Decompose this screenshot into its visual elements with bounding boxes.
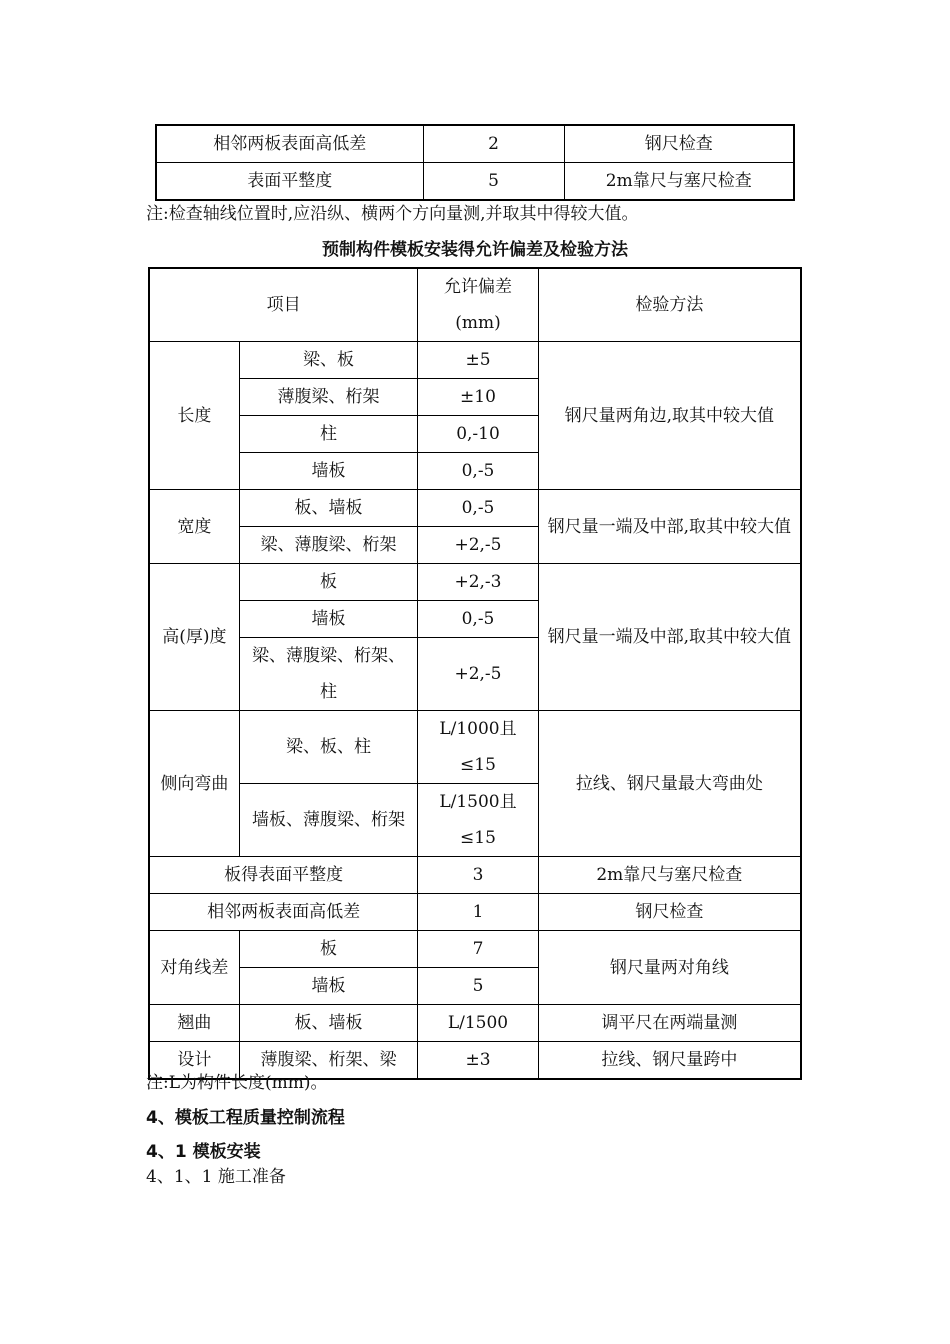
cell-item: 墙板: [239, 453, 418, 490]
cell-value: 5: [418, 968, 538, 1005]
cell-method: 调平尺在两端量测: [538, 1005, 801, 1042]
cell-item: 墙板、薄腹梁、桁架: [239, 784, 418, 857]
cell-item: 梁、板: [239, 342, 418, 379]
cell-method: 钢尺量两角边,取其中较大值: [538, 342, 801, 490]
cell-method: 2m靠尺与塞尺检查: [564, 163, 794, 201]
cell-value: 1: [418, 894, 538, 931]
group-diagonal: 对角线差: [149, 931, 239, 1005]
cell-item: 表面平整度: [156, 163, 423, 201]
cell-value: +2,-5: [418, 638, 538, 711]
cell-value: L/1500: [418, 1005, 538, 1042]
group-design: 设计: [149, 1042, 239, 1080]
cell-value: ±10: [418, 379, 538, 416]
cell-method: 拉线、钢尺量最大弯曲处: [538, 711, 801, 857]
table-top: [155, 124, 795, 201]
cell-item: 墙板: [239, 601, 418, 638]
cell-method: 2m靠尺与塞尺检查: [538, 857, 801, 894]
cell-value: 2: [423, 125, 564, 163]
section-heading: 4、模板工程质量控制流程: [146, 1108, 345, 1128]
cell-item: 墙板: [239, 968, 418, 1005]
table-header-row: [149, 268, 801, 342]
table-row: [149, 931, 801, 968]
cell-method: 钢尺检查: [538, 894, 801, 931]
cell-value: 0,-5: [418, 601, 538, 638]
cell-item: 板: [239, 564, 418, 601]
cell-value: 7: [418, 931, 538, 968]
note-length: 注:L为构件长度(mm)。: [146, 1073, 328, 1093]
table-row: [156, 163, 794, 201]
table-row: [149, 564, 801, 601]
cell-item: 薄腹梁、桁架、梁: [239, 1042, 418, 1080]
cell-value: 0,-5: [418, 453, 538, 490]
group-width: 宽度: [149, 490, 239, 564]
cell-value: 5: [423, 163, 564, 201]
group-height: 高(厚)度: [149, 564, 239, 711]
group-bend: 侧向弯曲: [149, 711, 239, 857]
group-warp: 翘曲: [149, 1005, 239, 1042]
table-title: 预制构件模板安装得允许偏差及检验方法: [322, 240, 628, 260]
table-row: [156, 125, 794, 163]
group-length: 长度: [149, 342, 239, 490]
cell-value: L/1000且≤15: [418, 711, 538, 784]
cell-item: 相邻两板表面高低差: [156, 125, 423, 163]
table-row: [149, 342, 801, 379]
paragraph-heading: 4、1、1 施工准备: [146, 1167, 286, 1187]
cell-method: 钢尺量两对角线: [538, 931, 801, 1005]
cell-method: 钢尺量一端及中部,取其中较大值: [538, 490, 801, 564]
subsection-heading: 4、1 模板安装: [146, 1142, 261, 1162]
cell-item: 柱: [239, 416, 418, 453]
cell-item: 梁、板、柱: [239, 711, 418, 784]
cell-item: 薄腹梁、桁架: [239, 379, 418, 416]
table-row: [149, 894, 801, 931]
header-method: 检验方法: [538, 268, 801, 342]
table-tolerance: [148, 267, 802, 1080]
table-row: [149, 711, 801, 784]
cell-value: ±3: [418, 1042, 538, 1080]
table-row: [149, 857, 801, 894]
note-axis: 注:检查轴线位置时,应沿纵、横两个方向量测,并取其中得较大值。: [146, 204, 639, 224]
cell-item: 梁、薄腹梁、桁架、柱: [239, 638, 418, 711]
header-tolerance: 允许偏差(mm): [418, 268, 538, 342]
cell-item: 相邻两板表面高低差: [149, 894, 418, 931]
cell-method: 钢尺检查: [564, 125, 794, 163]
cell-method: 拉线、钢尺量跨中: [538, 1042, 801, 1080]
cell-item: 板、墙板: [239, 1005, 418, 1042]
cell-item: 梁、薄腹梁、桁架: [239, 527, 418, 564]
cell-item: 板得表面平整度: [149, 857, 418, 894]
cell-item: 板: [239, 931, 418, 968]
cell-item: 板、墙板: [239, 490, 418, 527]
cell-value: L/1500且≤15: [418, 784, 538, 857]
cell-value: 0,-10: [418, 416, 538, 453]
cell-value: +2,-5: [418, 527, 538, 564]
table-row: [149, 490, 801, 527]
cell-value: ±5: [418, 342, 538, 379]
cell-value: 0,-5: [418, 490, 538, 527]
cell-method: 钢尺量一端及中部,取其中较大值: [538, 564, 801, 711]
header-item: 项目: [149, 268, 418, 342]
table-row: [149, 1005, 801, 1042]
cell-value: +2,-3: [418, 564, 538, 601]
cell-value: 3: [418, 857, 538, 894]
